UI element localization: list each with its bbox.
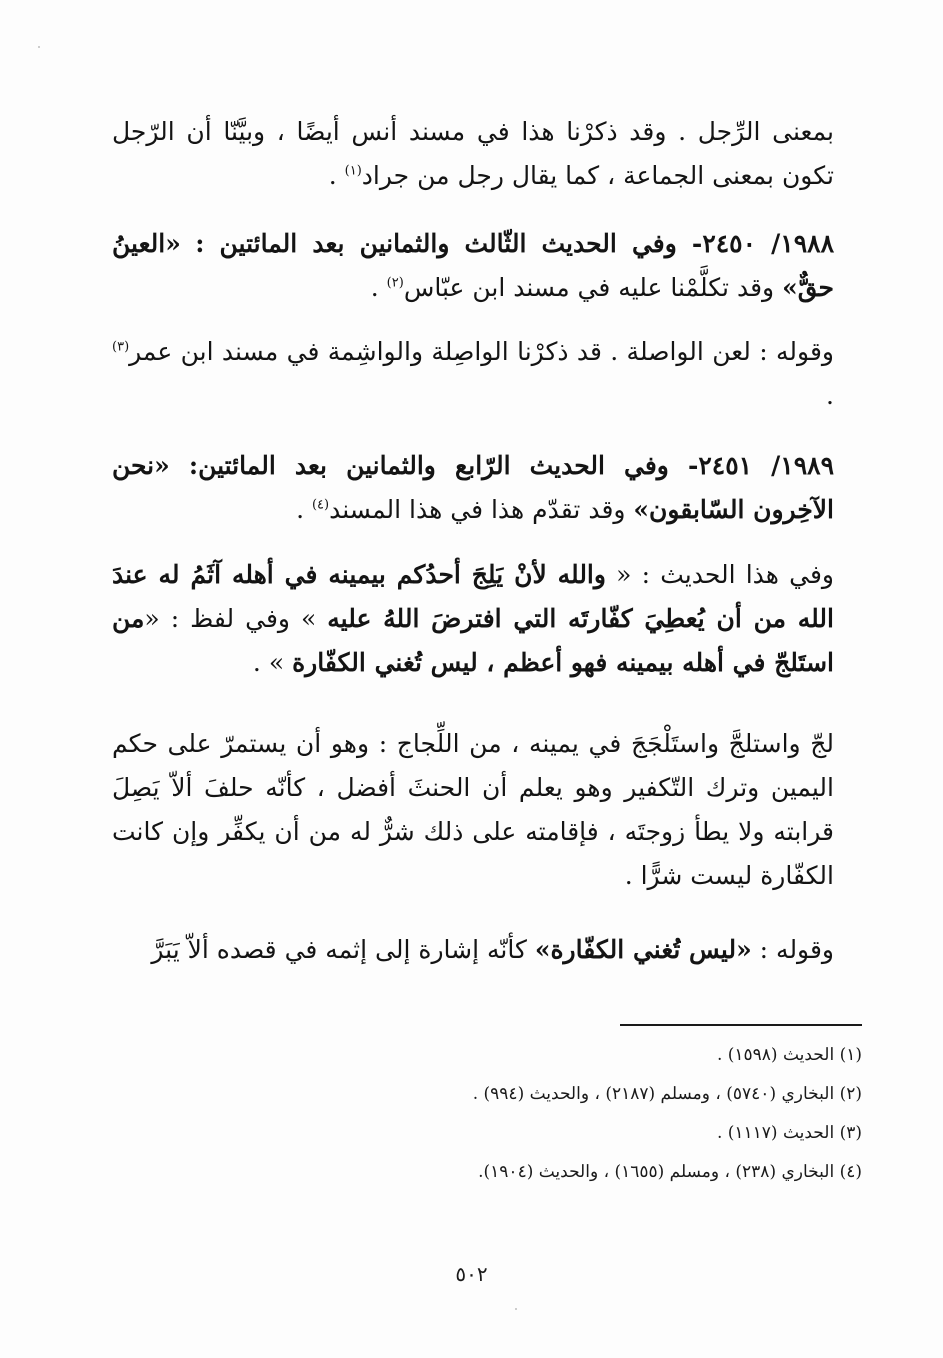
paragraph-7-lead: وقوله : bbox=[751, 935, 834, 964]
paragraph-1-text: بمعنى الرِّجل . وقد ذكرْنا هذا في مسند أنس أيضًا ، وبيَّنّا أن الرّجل تكون بمعنى الجماعة ، كما يقال رجل من جراد bbox=[112, 117, 834, 190]
quote-laysa-tughni: «ليس تُغني الكفّارة» bbox=[534, 935, 752, 964]
footnote-separator bbox=[620, 1024, 862, 1026]
footnote-2: (٢) البخاري (٥٧٤٠) ، ومسلم (٢١٨٧) ، والحديث (٩٩٤) . bbox=[472, 1084, 862, 1104]
scan-speck bbox=[38, 46, 40, 48]
hadith-heading-1988: ١٩٨٨/ ٢٤٥٠- وفي الحديث الثّالث والثمانين بعد المائتين : bbox=[195, 229, 834, 258]
paragraph-4-text: وقد تقدّم هذا في هذا المسند bbox=[329, 495, 634, 524]
paragraph-6 bbox=[112, 722, 834, 898]
scan-speck bbox=[515, 1308, 517, 1310]
hadith-quote-1: والله لأنْ يَلِجَ أحدُكم بيمينه في أهله آثَمُ له عندَ الله من أن يُعطِيَ كفّارتَه التي افترضَ اللهُ عليه bbox=[112, 560, 834, 633]
footnote-ref-2: (٢) bbox=[386, 275, 404, 291]
hadith-quote-2: من استَلجّ في أهله بيمينه فهو أعظم ، ليس تُغني الكفّارة bbox=[112, 604, 834, 677]
paragraph-5-mid: » وفي لفظ : « bbox=[144, 604, 328, 633]
paragraph-5-lead: وفي هذا الحديث : « bbox=[605, 560, 834, 589]
paragraph-2 bbox=[112, 222, 834, 310]
footnote-ref-3: (٣) bbox=[112, 339, 130, 355]
paragraph-5 bbox=[112, 553, 834, 685]
footnote-ref-4: (٤) bbox=[311, 497, 330, 513]
paragraph-3-tail: . bbox=[826, 381, 834, 410]
paragraph-6-text: لجّ واستلجَّ واستَلْجَجَ في يمينه ، من اللِّجاج : وهو أن يستمرّ على حكم اليمين وترك التّكفير وهو يعلم أن الحنثَ أفضل ، كأنّه حلفَ ألاّ يَصِلَ قرابته ولا يطأ زوجتَه ، فإقامته على ذلك شرٌّ له من أن يكفِّر وإن كانت الكفّارة ليست شرًّا . bbox=[112, 729, 834, 890]
hadith-heading-1989: ١٩٨٩/ ٢٤٥١- وفي الحديث الرّابع والثمانين بعد المائتين: «نحن الآخِرون السّابقون» bbox=[112, 451, 834, 524]
footnotes bbox=[112, 1036, 862, 1192]
paragraph-1-tail: . bbox=[328, 161, 345, 190]
paragraph-3-text: وقوله : لعن الواصلة . قد ذكرْنا الواصِلة والواشِمة في مسند ابن عمر bbox=[129, 337, 834, 366]
paragraph-4 bbox=[112, 444, 834, 532]
quote-al-ayn-haqq: «العينُ حقٌّ» bbox=[112, 229, 834, 302]
paragraph-1 bbox=[112, 110, 834, 198]
paragraph-3 bbox=[112, 330, 834, 418]
paragraph-7-text: كأنّه إشارة إلى إثمه في قصده ألاّ يَبَرَّ bbox=[151, 935, 535, 964]
paragraph-2-tail: . bbox=[370, 273, 387, 302]
footnote-1: (١) الحديث (١٥٩٨) . bbox=[716, 1045, 862, 1065]
footnote-ref-1: (١) bbox=[344, 163, 362, 179]
footnote-3: (٣) الحديث (١١١٧) . bbox=[716, 1123, 862, 1143]
page-number: ٥٠٢ bbox=[455, 1262, 488, 1286]
footnote-4: (٤) البخاري (٢٣٨) ، ومسلم (١٦٥٥) ، والحديث (١٩٠٤). bbox=[478, 1162, 862, 1182]
paragraph-2-text: وقد تكلَّمْنا عليه في مسند ابن عبّاس bbox=[403, 273, 783, 302]
paragraph-5-tail: » . bbox=[252, 648, 293, 677]
paragraph-7 bbox=[112, 928, 834, 972]
paragraph-4-tail: . bbox=[296, 495, 312, 524]
